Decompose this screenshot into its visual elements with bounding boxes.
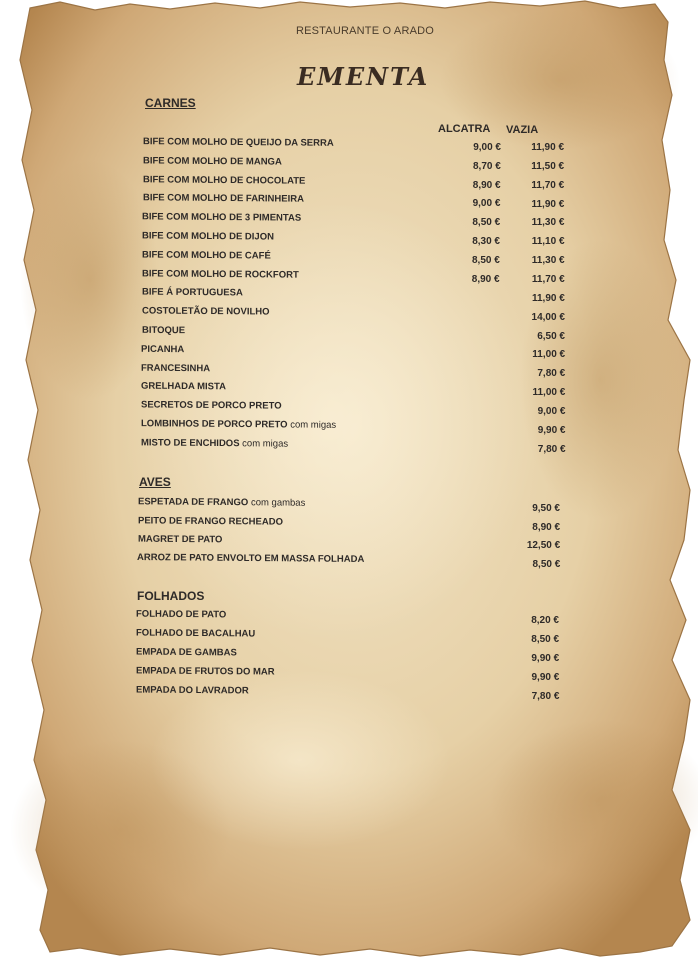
restaurant-name: RESTAURANTE O ARADO bbox=[295, 25, 435, 37]
price-value: 9,50 € bbox=[532, 503, 560, 514]
price-value: 9,90 € bbox=[531, 672, 560, 684]
price-vazia: 11,10 € bbox=[531, 236, 565, 248]
price-alcatra: 9,00 € bbox=[473, 142, 501, 153]
price-vazia: 11,30 € bbox=[531, 217, 565, 229]
menu-item-label: EMPADA DE GAMBAS bbox=[135, 646, 237, 659]
menu-item-note: com migas bbox=[287, 419, 336, 431]
price-alcatra: 8,90 € bbox=[472, 179, 501, 191]
menu-item-label: SECRETOS DE PORCO PRETO bbox=[140, 399, 282, 412]
price-vazia: 11,90 € bbox=[531, 142, 564, 153]
price-vazia: 11,70 € bbox=[531, 273, 565, 285]
menu-item-label: FOLHADO DE PATO bbox=[136, 608, 227, 621]
menu-item-name bbox=[142, 325, 185, 336]
menu-item-note: com gambas bbox=[248, 497, 306, 509]
menu-item-name bbox=[138, 496, 305, 508]
menu-item-label: BIFE Á PORTUGUESA bbox=[141, 286, 243, 299]
menu-item-label: EMPADA DE FRUTOS DO MAR bbox=[135, 665, 275, 678]
menu-item-label: BIFE COM MOLHO DE ROCKFORT bbox=[141, 267, 299, 281]
price-vazia: 11,00 € bbox=[532, 349, 566, 361]
price-vazia: 7,80 € bbox=[537, 443, 566, 455]
menu-item-label: BITOQUE bbox=[141, 324, 185, 337]
menu-item-name bbox=[137, 552, 364, 565]
menu-item-label: COSTOLETÃO DE NOVILHO bbox=[141, 305, 270, 318]
menu-item-label: PICANHA bbox=[141, 343, 185, 355]
col-alcatra-header: ALCATRA bbox=[438, 123, 491, 135]
price-vazia: 9,00 € bbox=[537, 405, 566, 417]
menu-item-name bbox=[142, 306, 270, 318]
menu-item-label: BIFE COM MOLHO DE CHOCOLATE bbox=[142, 173, 306, 187]
menu-item-name bbox=[142, 230, 274, 242]
price-vazia: 6,50 € bbox=[537, 330, 565, 342]
menu-item-name bbox=[138, 534, 222, 546]
col-vazia-header: VAZIA bbox=[506, 124, 539, 136]
price-value: 8,90 € bbox=[532, 521, 561, 533]
menu-item-label: PEITO DE FRANGO RECHEADO bbox=[137, 514, 283, 528]
menu-item-label: GRELHADA MISTA bbox=[141, 381, 227, 393]
menu-item-name bbox=[138, 515, 283, 527]
price-value: 9,90 € bbox=[531, 653, 560, 665]
section-aves-heading: AVES bbox=[139, 475, 171, 489]
price-value: 7,80 € bbox=[531, 691, 560, 703]
menu-item-name bbox=[136, 685, 249, 697]
menu-item-label: EMPADA DO LAVRADOR bbox=[135, 684, 249, 697]
menu-item-name bbox=[141, 381, 226, 393]
menu-item-note: com migas bbox=[239, 438, 288, 450]
menu-item-name bbox=[141, 344, 184, 355]
menu-item-name bbox=[136, 665, 275, 677]
price-vazia: 11,00 € bbox=[532, 387, 566, 399]
menu-item-name bbox=[142, 249, 271, 261]
menu-item-name bbox=[141, 437, 288, 449]
menu-item-name bbox=[142, 211, 301, 223]
menu-item-name bbox=[143, 174, 305, 186]
menu-item-name bbox=[136, 627, 255, 639]
menu-item-name bbox=[136, 609, 226, 621]
price-alcatra: 8,30 € bbox=[472, 236, 500, 247]
menu-item-name bbox=[143, 155, 282, 167]
price-vazia: 11,30 € bbox=[531, 255, 565, 267]
menu-item-name bbox=[143, 136, 334, 149]
menu-item-label: LOMBINHOS DE PORCO PRETO bbox=[140, 418, 288, 431]
price-alcatra: 8,70 € bbox=[472, 160, 501, 172]
price-value: 12,50 € bbox=[526, 540, 561, 552]
page-title: EMENTA bbox=[297, 62, 430, 91]
menu-item-label: BIFE COM MOLHO DE QUEIJO DA SERRA bbox=[143, 136, 334, 149]
price-vazia: 11,90 € bbox=[531, 292, 565, 304]
menu-item-label: BIFE COM MOLHO DE 3 PIMENTAS bbox=[142, 211, 302, 224]
menu-item-name bbox=[143, 193, 304, 205]
menu-item-label: BIFE COM MOLHO DE FARINHEIRA bbox=[142, 192, 304, 206]
menu-item-label: FOLHADO DE BACALHAU bbox=[135, 627, 256, 640]
price-alcatra: 8,90 € bbox=[471, 273, 500, 285]
price-vazia: 9,90 € bbox=[537, 424, 566, 436]
menu-item-name bbox=[141, 418, 336, 431]
menu-item-label: BIFE COM MOLHO DE DIJON bbox=[142, 230, 275, 243]
section-carnes-heading: CARNES bbox=[145, 96, 196, 110]
price-value: 8,50 € bbox=[532, 558, 561, 570]
menu-item-label: BIFE COM MOLHO DE MANGA bbox=[142, 155, 282, 168]
menu-item-name bbox=[141, 400, 282, 412]
price-vazia: 7,80 € bbox=[537, 368, 566, 380]
menu-item-label: ARROZ DE PATO ENVOLTO EM MASSA FOLHADA bbox=[137, 551, 365, 565]
price-alcatra: 9,00 € bbox=[472, 198, 501, 210]
price-vazia: 14,00 € bbox=[531, 311, 565, 323]
price-value: 8,20 € bbox=[531, 615, 559, 626]
menu-item-label: BIFE COM MOLHO DE CAFÉ bbox=[142, 249, 271, 262]
menu-item-name bbox=[142, 268, 299, 280]
menu-item-name bbox=[141, 362, 210, 374]
menu-item-label: ESPETADA DE FRANGO bbox=[138, 496, 249, 509]
price-value: 8,50 € bbox=[531, 634, 560, 646]
price-vazia: 11,50 € bbox=[531, 160, 565, 172]
menu-item-label: MAGRET DE PATO bbox=[137, 533, 223, 546]
menu-item-name bbox=[136, 647, 237, 659]
price-vazia: 11,90 € bbox=[531, 198, 565, 210]
menu-item-label: FRANCESINHA bbox=[141, 362, 211, 374]
price-alcatra: 8,50 € bbox=[471, 254, 500, 266]
price-vazia: 11,70 € bbox=[531, 179, 565, 191]
price-alcatra: 8,50 € bbox=[472, 217, 501, 229]
menu-item-name bbox=[142, 287, 243, 299]
section-folhados-heading: FOLHADOS bbox=[137, 589, 205, 603]
menu-item-label: MISTO DE ENCHIDOS bbox=[140, 437, 240, 450]
